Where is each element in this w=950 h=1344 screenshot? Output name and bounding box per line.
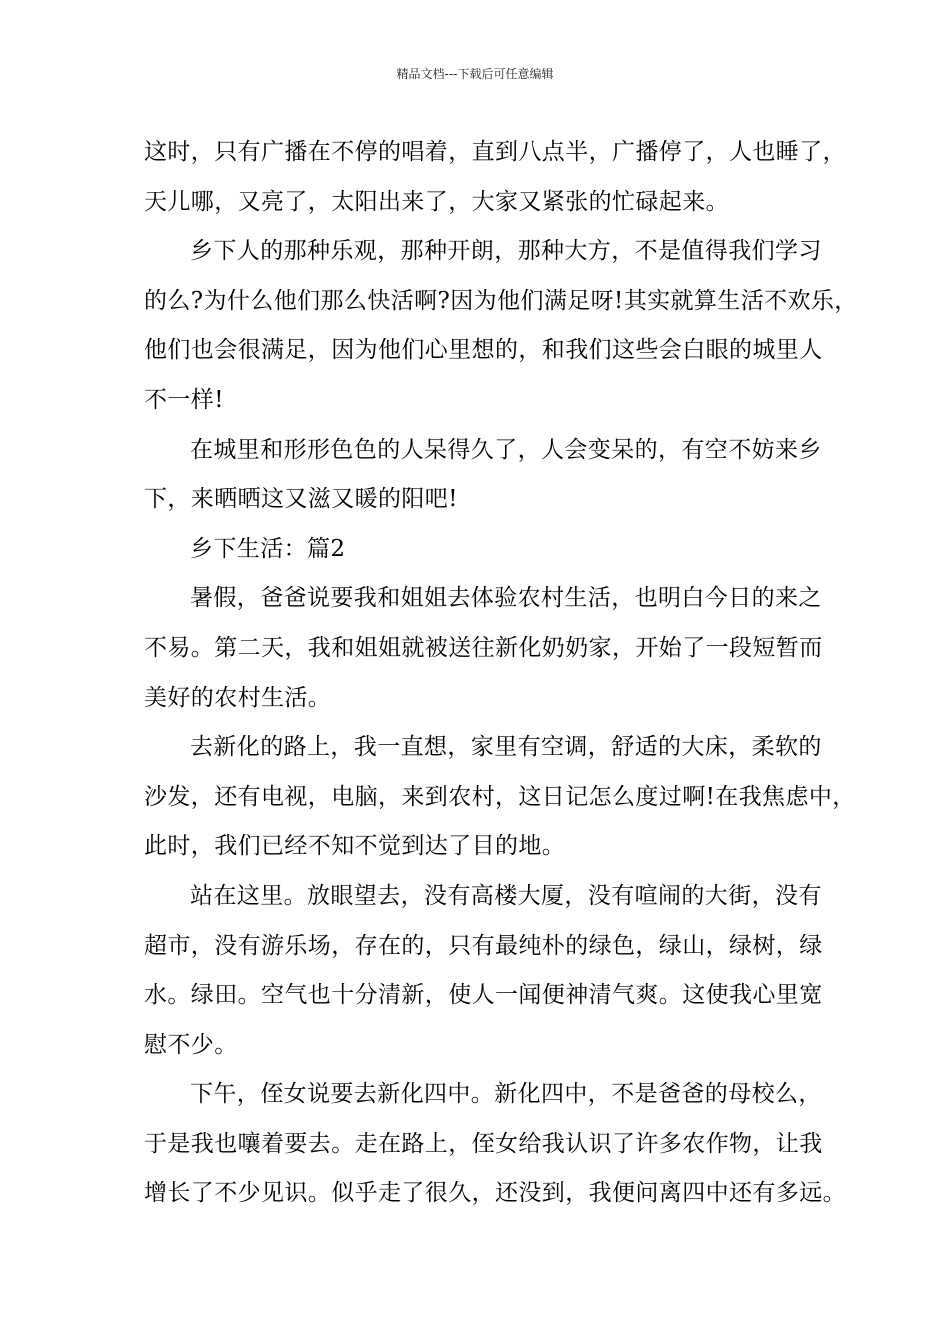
- text-line: 站在这里。放眼望去，没有高楼大厦，没有喧闹的大街，没有: [190, 882, 822, 909]
- text-line: 天儿哪，又亮了，太阳出来了，大家又紧张的忙碌起来。: [144, 188, 729, 215]
- text-line: 沙发，还有电视，电脑，来到农村，这日记怎么度过啊!在我焦虑中，: [144, 783, 856, 810]
- text-line: 不一样!: [144, 386, 224, 413]
- document-body: [144, 128, 858, 1219]
- text-line: 下午，侄女说要去新化四中。新化四中，不是爸爸的母校么，: [190, 1081, 822, 1108]
- text-line: 增长了不少见识。似乎走了很久，还没到，我便问离四中还有多远。: [144, 1180, 846, 1207]
- text-line: 暑假，爸爸说要我和姐姐去体验农村生活，也明白今日的来之: [190, 585, 822, 612]
- text-line: 慰不少。: [144, 1031, 238, 1058]
- text-line: 他们也会很满足，因为他们心里想的，和我们这些会白眼的城里人: [144, 337, 823, 364]
- text-line: 下，来晒晒这又滋又暖的阳吧!: [144, 486, 458, 513]
- text-line: 在城里和形形色色的人呆得久了，人会变呆的，有空不妨来乡: [190, 436, 822, 463]
- text-line: 这时，只有广播在不停的唱着，直到八点半，广播停了，人也睡了，: [144, 139, 846, 165]
- text-line: 乡下人的那种乐观，那种开朗，那种大方，不是值得我们学习: [190, 238, 822, 265]
- text-line: 乡下生活：篇2: [190, 535, 346, 562]
- text-line: 去新化的路上，我一直想，家里有空调，舒适的大床，柔软的: [190, 734, 822, 761]
- text-line: 水。绿田。空气也十分清新，使人一闻便神清气爽。这使我心里宽: [144, 982, 823, 1009]
- text-line: 的么?为什么他们那么快活啊?因为他们满足呀!其实就算生活不欢乐，: [144, 287, 858, 314]
- text-line: 美好的农村生活。: [144, 684, 332, 711]
- text-line: 不易。第二天，我和姐姐就被送往新化奶奶家，开始了一段短暂而: [144, 634, 823, 661]
- text-line: 超市，没有游乐场，存在的，只有最纯朴的绿色，绿山，绿树，绿: [144, 932, 823, 959]
- text-line: 于是我也嚷着要去。走在路上，侄女给我认识了许多农作物，让我: [144, 1130, 823, 1157]
- page-header: 精品文档---下载后可任意编辑: [396, 67, 554, 81]
- text-line: 此时，我们已经不知不觉到达了目的地。: [144, 833, 566, 860]
